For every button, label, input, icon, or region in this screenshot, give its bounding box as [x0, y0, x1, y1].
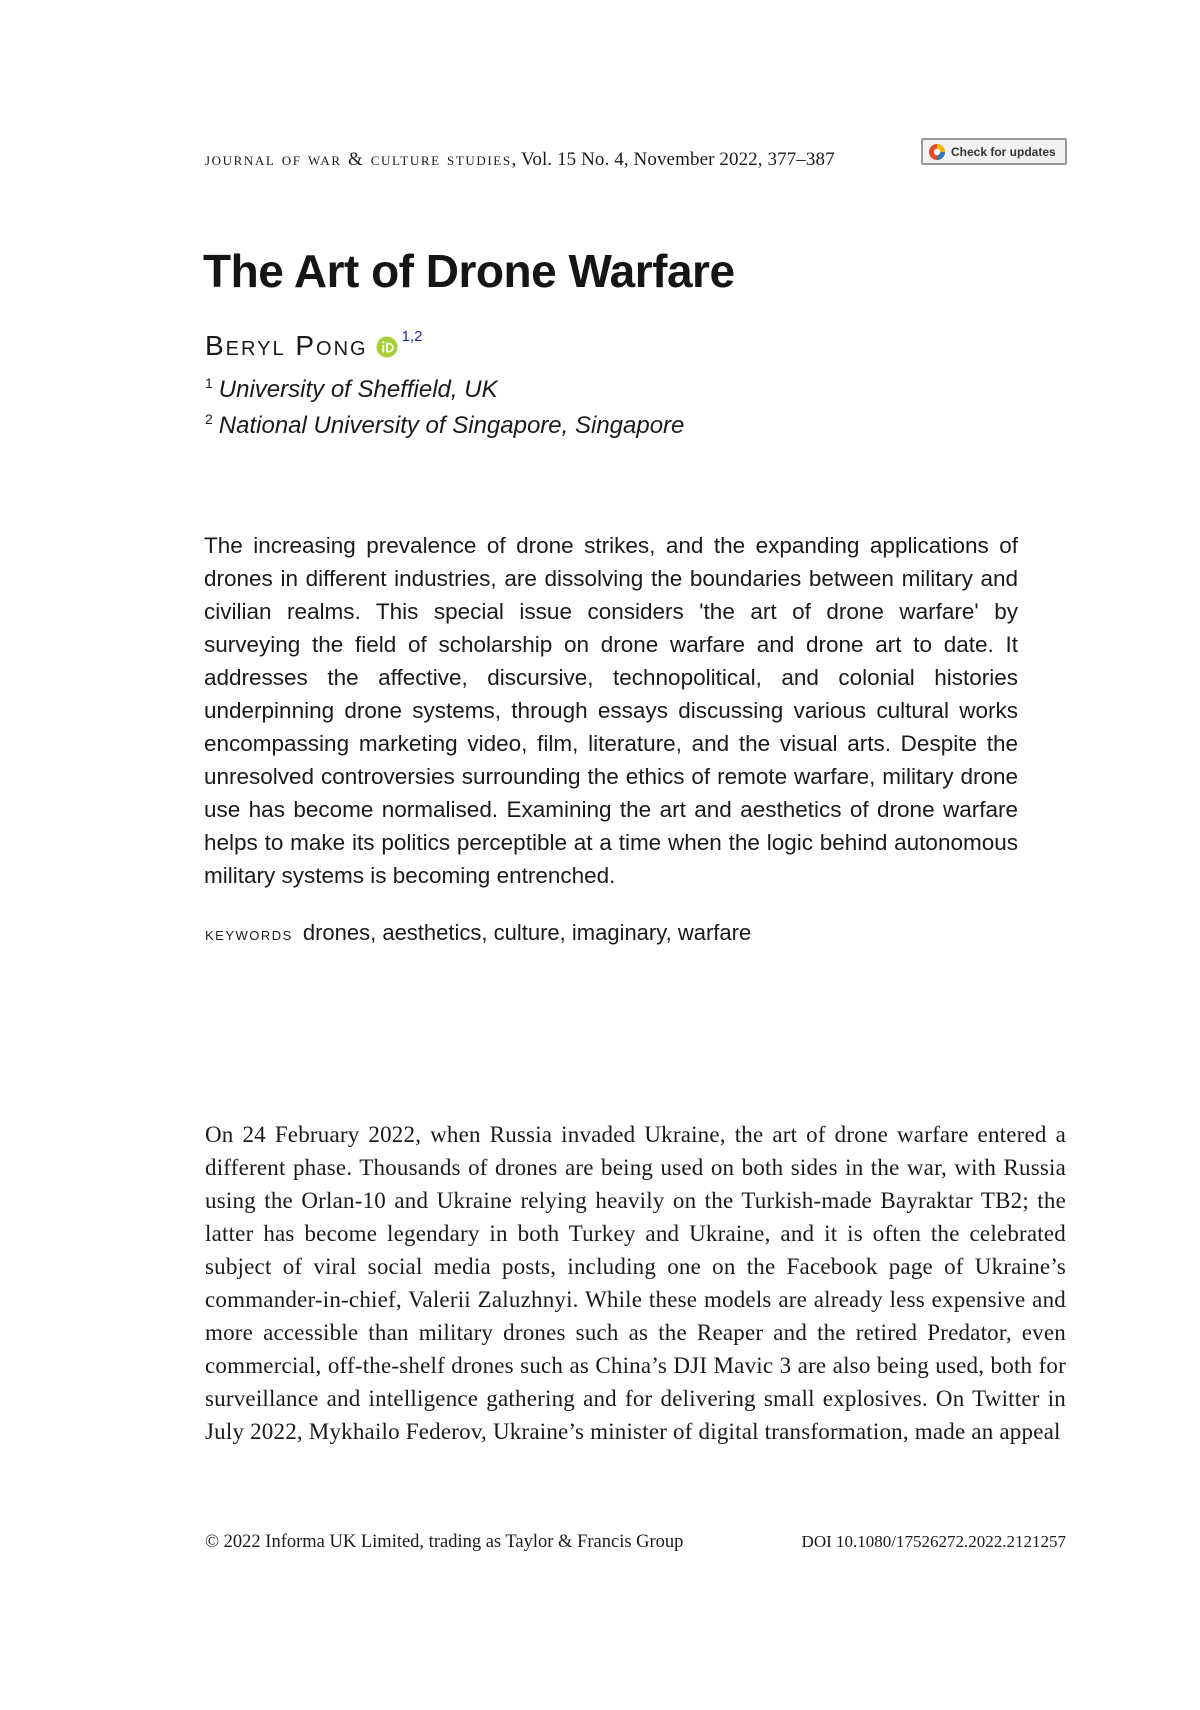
journal-citation	[205, 149, 835, 171]
doi-link[interactable]: DOI 10.1080/17526272.2022.2121257	[801, 1532, 1066, 1551]
orcid-icon[interactable]	[376, 333, 398, 355]
copyright-notice: © 2022 Informa UK Limited, trading as Taylor & Francis Group	[205, 1532, 684, 1552]
affiliation-mark: 1	[205, 375, 213, 391]
article-title: The Art of Drone Warfare	[203, 245, 735, 297]
check-for-updates-button[interactable]	[921, 138, 1067, 165]
keywords-line	[205, 920, 751, 946]
keywords-list: drones, aesthetics, culture, imaginary, warfare	[302, 920, 752, 945]
affiliation-text: University of Sheffield, UK	[218, 376, 498, 403]
author-line	[205, 330, 422, 362]
author-affiliation-marks: 1,2	[401, 328, 423, 345]
author-name: Beryl Pong	[205, 330, 368, 361]
journal-name: journal of war & culture studies	[205, 149, 512, 170]
citation-details: , Vol. 15 No. 4, November 2022, 377–387	[511, 149, 835, 170]
affiliation-1	[205, 375, 498, 404]
keywords-label: keywords	[205, 924, 293, 945]
affiliation-text: National University of Singapore, Singapore	[218, 412, 685, 439]
check-updates-label: Check for updates	[951, 144, 1056, 159]
affiliation-2	[205, 411, 684, 440]
abstract: The increasing prevalence of drone strikes, and the expanding applications of drones in different industries, are dissolving the boundaries between military and civilian realms. This special issue considers 'the art of drone warfare' by surveying the field of scholarship on drone warfare and drone art to date. It addresses the affective, discursive, technopolitical, and colonial histories underpinning drone systems, through essays discussing various cultural works encompassing marketing video, film, literature, and the visual arts. Despite the unresolved controversies surrounding the ethics of remote warfare, military drone use has become normalised. Examining the art and aesthetics of drone warfare helps to make its politics perceptible at a time when the logic behind autonomous military systems is becoming entrenched.	[204, 533, 1018, 888]
affiliation-mark: 2	[205, 411, 213, 427]
body-paragraph: On 24 February 2022, when Russia invaded Ukraine, the art of drone warfare entered a different phase. Thousands of drones are being used on both sides in the war, with Russia using the Orlan-10 and Ukraine relying heavily on the Turkish-made Bayraktar TB2; the latter has become legendary in both Turkey and Ukraine, and it is often the celebrated subject of viral social media posts, including one on the Facebook page of Ukraine’s commander-in-chief, Valerii Zaluzhnyi. While these models are already less expensive and more accessible than military drones such as the Reaper and the retired Predator, even commercial, off-the-shelf drones such as China’s DJI Mavic 3 are also being used, both for surveillance and intelligence gathering and for delivering small explosives. On Twitter in July 2022, Mykhailo Federov, Ukraine’s minister of digital transformation, made an appeal	[205, 1122, 1066, 1444]
check-updates-icon	[928, 143, 946, 161]
